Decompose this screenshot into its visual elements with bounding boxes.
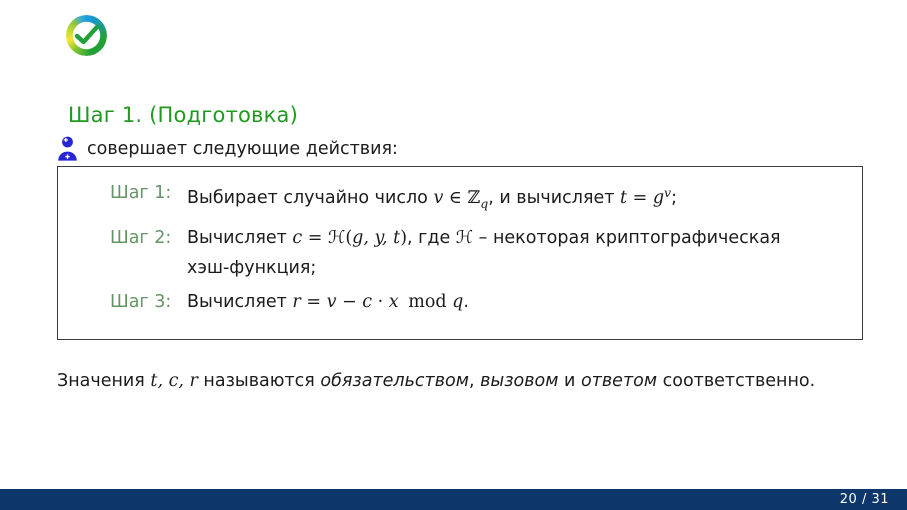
step-description: [187, 287, 469, 317]
text-run: Значения: [57, 371, 151, 391]
math-var: v: [433, 188, 444, 208]
math-var: v: [326, 292, 337, 312]
step-description: [187, 223, 781, 283]
note-paragraph: [57, 368, 877, 394]
text-run: , где: [407, 228, 456, 248]
math-var: t, c, r: [150, 371, 198, 391]
math-symbol: ·: [372, 292, 389, 312]
math-var: c: [362, 292, 373, 312]
math-script-h: ℋ: [328, 228, 346, 248]
term-italic: ответом: [580, 371, 658, 391]
math-superscript: v: [664, 185, 672, 200]
text-run: называются: [197, 371, 321, 391]
text-run: Вычисляет: [187, 228, 293, 248]
math-var: x: [388, 292, 399, 312]
math-subscript: q: [480, 196, 489, 211]
page-number: 20 / 31: [839, 492, 889, 507]
math-script-h: ℋ: [455, 228, 474, 248]
user-doctor-icon: [57, 136, 78, 161]
math-var: g, y, t: [352, 228, 401, 248]
math-var: t: [620, 188, 628, 208]
math-var: c: [292, 228, 303, 248]
math-paren: (: [345, 228, 353, 248]
text-run: , и вычисляет: [488, 188, 620, 208]
slide-title: Шаг 1. (Подготовка): [68, 103, 298, 127]
math-mod-operator: mod: [402, 292, 453, 312]
text-run: Вычисляет: [187, 292, 293, 312]
text-run: – некоторая криптографическая: [473, 228, 781, 248]
math-symbol: =: [627, 188, 653, 208]
term-italic: обязательством: [320, 371, 469, 391]
math-paren: ): [400, 228, 408, 248]
math-blackboard-z: ℤ: [467, 188, 481, 208]
step-row-3: [110, 287, 852, 317]
text-run: и: [558, 371, 581, 391]
math-var: g: [652, 188, 665, 208]
step-row-1: [110, 178, 852, 219]
text-run: соответственно.: [657, 371, 816, 391]
steps-box: [57, 166, 863, 340]
text-run: хэш-функция;: [187, 258, 317, 278]
step-label: Шаг 2:: [110, 228, 172, 248]
intro-line: [57, 136, 398, 161]
math-var: q: [452, 292, 464, 312]
math-symbol: =: [302, 228, 329, 248]
intro-text: совершает следующие действия:: [87, 138, 398, 159]
logo-checkmark-icon: [66, 15, 107, 56]
sber-logo-icon: [66, 15, 107, 56]
math-symbol: −: [336, 292, 363, 312]
text-run: ,: [468, 371, 481, 391]
math-symbol: ∈: [443, 188, 468, 208]
text-run: .: [463, 292, 469, 312]
step-label: Шаг 3:: [110, 292, 172, 312]
math-var: r: [292, 292, 301, 312]
text-run: Выбирает случайно число: [187, 188, 434, 208]
step-row-2: [110, 223, 852, 283]
term-italic: вызовом: [480, 371, 559, 391]
text-run: ;: [671, 188, 678, 208]
footer-bar: [0, 489, 907, 510]
step-label: Шаг 1:: [110, 183, 172, 203]
math-symbol: =: [300, 292, 327, 312]
step-description: [187, 178, 677, 219]
